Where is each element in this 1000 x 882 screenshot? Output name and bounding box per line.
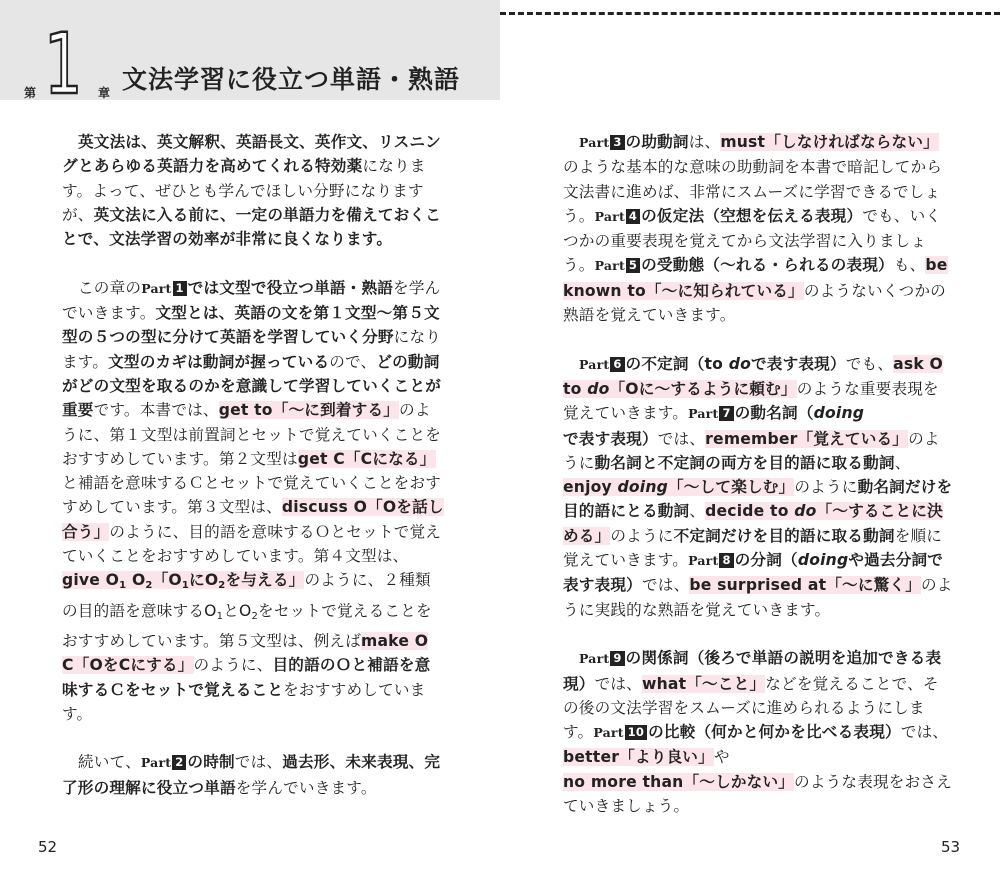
- paragraph-intro: 英文法は、英文解釈、英語長文、英作文、リスニングとあらゆる英語力を高めてくれる特効薬になります。よって、ぜひとも学んでほしい分野になりますが、英文法に入る前に、一定の単語力を備えておくことで、文法学習の効率が非常に良くなります。: [62, 133, 442, 249]
- part-number-badge: 2: [172, 755, 186, 770]
- part-number-badge: 1: [173, 281, 187, 296]
- right-column: [563, 130, 953, 843]
- chapter-prefix: 第: [24, 86, 37, 100]
- part-number-badge: 4: [626, 209, 640, 224]
- page-number-left: 52: [38, 838, 58, 856]
- paragraph-parts-9-10: Part 9 の関係詞（後ろで単語の説明を追加できる表現）では、what「～こと」などを覚えることで、その後の文法学習をスムーズに進められるようにします。Part 10 の比較（何かと何かを比べる表現）では、better「より良い」やno more than「～しかない」のような表現をおさえていきましょう。: [563, 649, 952, 816]
- part-number-badge: 9: [610, 651, 624, 666]
- chapter-title: 文法学習に役立つ単語・熟語: [122, 65, 461, 94]
- left-column: [62, 130, 444, 824]
- part-number-badge: 10: [625, 725, 647, 740]
- part-number-badge: 5: [626, 258, 640, 273]
- chapter-number: 1: [44, 15, 83, 113]
- part-number-badge: 7: [719, 406, 733, 421]
- part-number-badge: 8: [719, 553, 733, 568]
- paragraph-part2: 続いて、Part 2 の時制では、過去形、未来表現、完了形の理解に役立つ単語を学んでいきます。: [62, 753, 441, 797]
- chapter-suffix: 章: [98, 86, 111, 100]
- part-number-badge: 3: [610, 135, 624, 150]
- dashed-divider: [500, 12, 1000, 15]
- paragraph-parts-3-5: Part 3 の助動詞は、must「しなければならない」のような基本的な意味の助動詞を本書で暗記してから文法書に進めば、非常にスムーズに学習できるでしょう。Part 4 の仮定法（空想を伝える表現）でも、いくつかの重要表現を覚えてから文法学習に入りましょう。Part 5 の受動態（～れる・られるの表現）も、be known to「～に知られている」のようないくつかの熟語を覚えていきます。: [563, 133, 948, 325]
- part-number-badge: 6: [610, 357, 624, 372]
- paragraph-parts-6-8: Part 6 の不定詞（to doで表す表現）でも、ask O to do「Oに～するように頼む」のような重要表現を覚えていきます。Part 7 の動名詞（doingで表す表現）では、remember「覚えている」のように動名詞と不定詞の両方を目的語に取る動詞、enjoy doing「～して楽しむ」のように動名詞だけを目的語にとる動詞、decide to do「～することに決める」のように不定詞だけを目的語に取る動詞を順に覚えていきます。Part 8 の分詞（doingや過去分詞で表す表現）では、be surprised at「～に驚く」のように実践的な熟語を覚えていきます。: [563, 354, 953, 619]
- page-number-right: 53: [941, 838, 961, 856]
- paragraph-part1: この章のPart 1 では文型で役立つ単語・熟語を学んでいきます。文型とは、英語の文を第１文型～第５文型の５つの型に分けて英語を学習していく分野になります。文型のカギは動詞が握っているので、どの動詞がどの文型を取るのかを意識して学習していくことが重要です。本書では、get to「～に到着する」のように、第１文型は前置詞とセットで覚えていくことをおすすめしています。第２文型はget C「Cになる」と補語を意味するＣとセットで覚えていくことをおすすめしています。第３文型は、discuss O「Oを話し合う」のように、目的語を意味するＯとセットで覚えていくことをおすすめしています。第４文型は、give $O_1$ $O_2$「$O_1$に$O_2$を与える」のように、２種類の目的語を意味する$O_1$と$O_2$をセットで覚えることをおすすめしています。第５文型は、例えばmake O C「OをCにする」のように、目的語のＯと補語を意味するＣをセットで覚えることをおすすめしています。: [62, 278, 444, 723]
